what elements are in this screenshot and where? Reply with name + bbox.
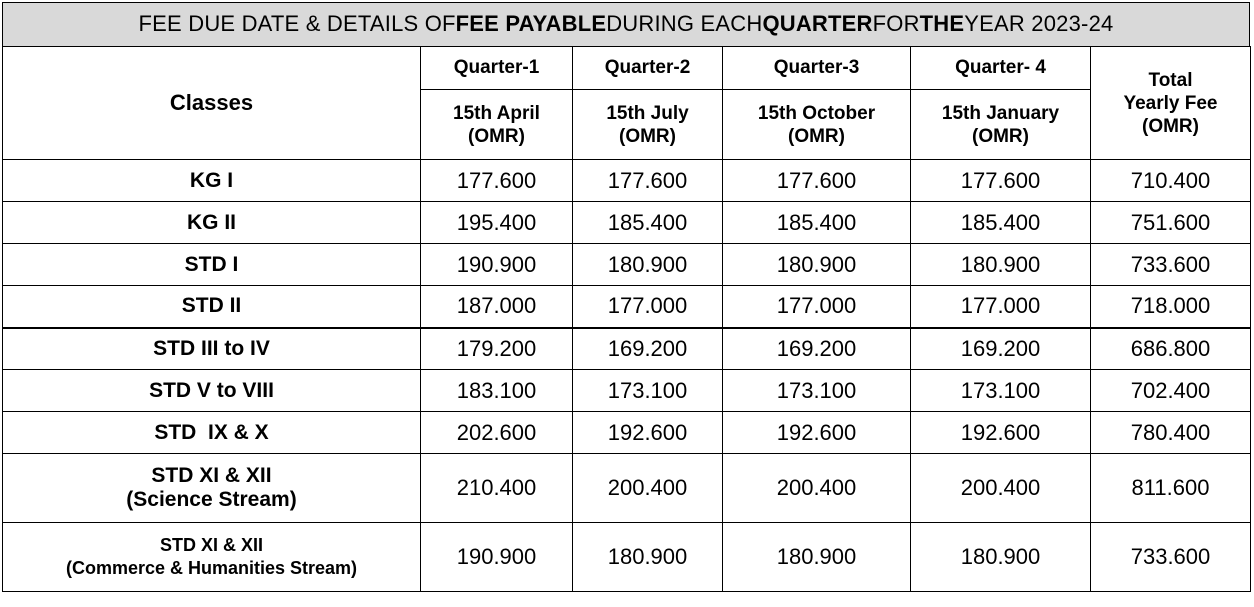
date-1: 15th April bbox=[453, 102, 540, 124]
fee-cell: 177.000 bbox=[573, 286, 723, 328]
fee-cell: 169.200 bbox=[723, 328, 911, 370]
class-line1: STD XI & XII bbox=[151, 464, 272, 487]
class-line1: STD XI & XII bbox=[159, 535, 264, 555]
header-total-line1: Total bbox=[1148, 69, 1193, 91]
fee-cell: 177.000 bbox=[911, 286, 1091, 328]
class-cell bbox=[3, 523, 421, 592]
fee-cell: 177.600 bbox=[911, 160, 1091, 202]
fee-cell: 187.000 bbox=[421, 286, 573, 328]
header-total bbox=[1091, 47, 1251, 160]
total-cell: 718.000 bbox=[1091, 286, 1251, 328]
class-line2: (Commerce & Humanities Stream) bbox=[65, 558, 358, 578]
header-row-quarters bbox=[3, 47, 1251, 90]
header-date-3 bbox=[723, 90, 911, 160]
table-row bbox=[3, 523, 1251, 592]
total-cell: 733.600 bbox=[1091, 523, 1251, 592]
fee-cell: 180.900 bbox=[723, 523, 911, 592]
class-cell: STD II bbox=[3, 286, 421, 328]
unit-4: (OMR) bbox=[972, 125, 1029, 147]
table-row bbox=[3, 202, 1251, 244]
fee-cell: 180.900 bbox=[911, 523, 1091, 592]
header-total-line3: (OMR) bbox=[1142, 115, 1199, 137]
title-part-1: FEE DUE DATE & DETAILS OF bbox=[138, 10, 456, 36]
fee-cell: 195.400 bbox=[421, 202, 573, 244]
fee-cell: 173.100 bbox=[723, 370, 911, 412]
unit-3: (OMR) bbox=[788, 125, 845, 147]
table-title bbox=[2, 2, 1250, 46]
class-cell: STD III to IV bbox=[3, 328, 421, 370]
fee-cell: 180.900 bbox=[573, 244, 723, 286]
fee-schedule bbox=[2, 2, 1250, 592]
total-cell: 751.600 bbox=[1091, 202, 1251, 244]
header-total-line2: Yearly Fee bbox=[1123, 92, 1218, 114]
header-quarter-3: Quarter-3 bbox=[723, 47, 911, 90]
fee-cell: 177.600 bbox=[421, 160, 573, 202]
total-cell: 811.600 bbox=[1091, 454, 1251, 523]
class-cell: KG II bbox=[3, 202, 421, 244]
header-date-1 bbox=[421, 90, 573, 160]
fee-cell: 210.400 bbox=[421, 454, 573, 523]
fee-cell: 190.900 bbox=[421, 244, 573, 286]
date-3: 15th October bbox=[757, 102, 876, 124]
class-cell: STD I bbox=[3, 244, 421, 286]
total-cell: 780.400 bbox=[1091, 412, 1251, 454]
fee-cell: 192.600 bbox=[723, 412, 911, 454]
fee-cell: 192.600 bbox=[911, 412, 1091, 454]
total-cell: 733.600 bbox=[1091, 244, 1251, 286]
class-cell bbox=[3, 454, 421, 523]
title-part-7: YEAR 2023-24 bbox=[964, 10, 1114, 36]
header-quarter-2: Quarter-2 bbox=[573, 47, 723, 90]
table-row bbox=[3, 286, 1251, 328]
fee-cell: 177.600 bbox=[723, 160, 911, 202]
class-cell: STD IX & X bbox=[3, 412, 421, 454]
fee-cell: 185.400 bbox=[911, 202, 1091, 244]
table-row bbox=[3, 412, 1251, 454]
fee-table bbox=[2, 46, 1251, 592]
title-part-2: FEE PAYABLE bbox=[455, 10, 607, 36]
fee-cell: 173.100 bbox=[573, 370, 723, 412]
header-date-2 bbox=[573, 90, 723, 160]
fee-cell: 202.600 bbox=[421, 412, 573, 454]
date-2: 15th July bbox=[606, 102, 689, 124]
fee-cell: 200.400 bbox=[911, 454, 1091, 523]
unit-2: (OMR) bbox=[619, 125, 676, 147]
fee-cell: 169.200 bbox=[573, 328, 723, 370]
fee-cell: 183.100 bbox=[421, 370, 573, 412]
header-quarter-1: Quarter-1 bbox=[421, 47, 573, 90]
table-row bbox=[3, 244, 1251, 286]
table-row bbox=[3, 454, 1251, 523]
fee-cell: 200.400 bbox=[723, 454, 911, 523]
title-part-6: THE bbox=[919, 10, 965, 36]
fee-cell: 200.400 bbox=[573, 454, 723, 523]
fee-cell: 173.100 bbox=[911, 370, 1091, 412]
header-date-4 bbox=[911, 90, 1091, 160]
header-quarter-4: Quarter- 4 bbox=[911, 47, 1091, 90]
total-cell: 686.800 bbox=[1091, 328, 1251, 370]
unit-1: (OMR) bbox=[468, 125, 525, 147]
fee-cell: 185.400 bbox=[723, 202, 911, 244]
table-row bbox=[3, 328, 1251, 370]
fee-cell: 190.900 bbox=[421, 523, 573, 592]
title-part-5: FOR bbox=[872, 10, 920, 36]
class-line2: (Science Stream) bbox=[126, 488, 297, 511]
fee-cell: 192.600 bbox=[573, 412, 723, 454]
fee-cell: 169.200 bbox=[911, 328, 1091, 370]
class-cell: STD V to VIII bbox=[3, 370, 421, 412]
fee-cell: 180.900 bbox=[573, 523, 723, 592]
fee-cell: 185.400 bbox=[573, 202, 723, 244]
fee-cell: 179.200 bbox=[421, 328, 573, 370]
title-part-4: QUARTER bbox=[762, 10, 873, 36]
class-cell: KG I bbox=[3, 160, 421, 202]
table-row bbox=[3, 370, 1251, 412]
fee-cell: 177.600 bbox=[573, 160, 723, 202]
total-cell: 702.400 bbox=[1091, 370, 1251, 412]
total-cell: 710.400 bbox=[1091, 160, 1251, 202]
fee-cell: 180.900 bbox=[911, 244, 1091, 286]
header-classes: Classes bbox=[3, 47, 421, 160]
title-part-3: DURING EACH bbox=[606, 10, 763, 36]
fee-cell: 180.900 bbox=[723, 244, 911, 286]
date-4: 15th January bbox=[941, 102, 1060, 124]
table-row bbox=[3, 160, 1251, 202]
fee-cell: 177.000 bbox=[723, 286, 911, 328]
